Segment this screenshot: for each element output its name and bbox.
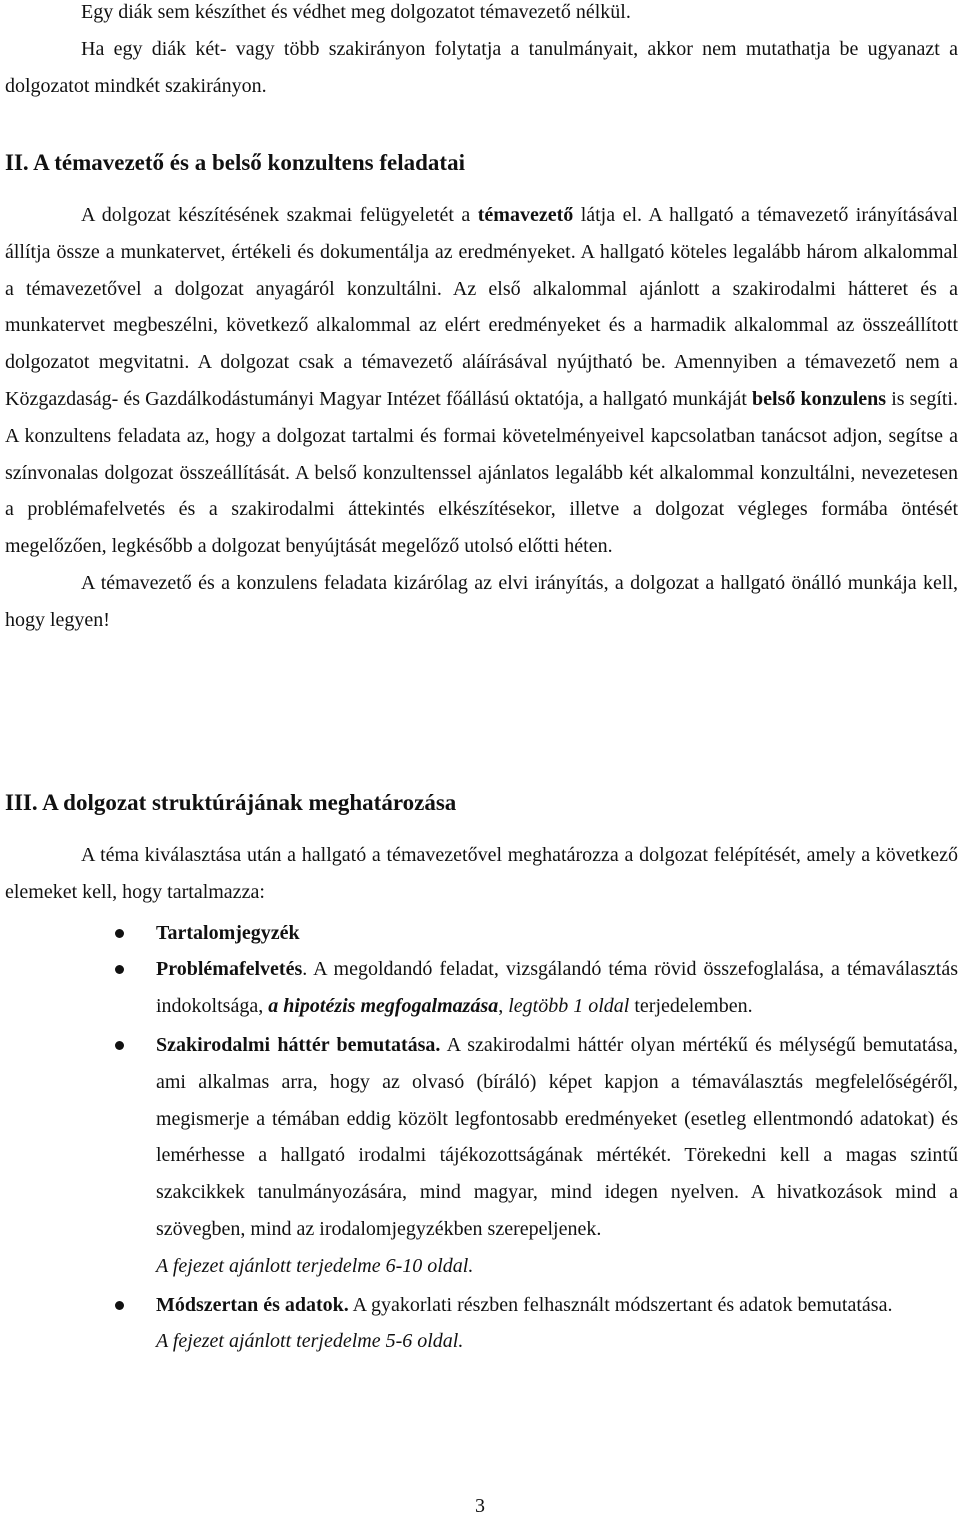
section-3-intro: A téma kiválasztása után a hallgató a témavezetővel meghatározza a dolgozat felépítését, amely a következő elemeket kell, hogy tartalmazza:	[5, 844, 958, 903]
structure-list	[5, 915, 958, 1361]
section-3-heading: III. A dolgozat struktúrájának meghatározása	[5, 790, 457, 815]
text-run: terjedelemben.	[629, 995, 753, 1018]
section-3	[5, 785, 958, 1360]
list-item-note: A fejezet ajánlott terjedelme 6-10 oldal.	[156, 1254, 474, 1277]
list-item	[5, 915, 958, 952]
list-item	[5, 1287, 958, 1361]
bullet-icon	[115, 929, 124, 938]
text-run: látja el. A hallgató a témavezető irányításával állítja össze a munkatervet, értékeli és dokumentálja az eredményeket. A hallgató köteles legalább három alkalommal a témavezetővel a dolgozat anyagáról konzultálni. Az első alkalommal ajánlott a szakirodalmi hátteret és a munkatervet megbeszélni, következő alkalommal az elért eredményeket és a harmadik alkalommal az összeállított dolgozatot megvitatni. A dolgozat csak a témavezető aláírásával nyújtható be. Amennyiben a témavezető nem a Közgazdaság- és Gazdálkodástumányi Magyar Intézet főállású oktatója, a hallgató munkáját	[5, 204, 958, 410]
section-2-heading: II. A témavezető és a belső konzultens feladatai	[5, 150, 465, 175]
section-2-paragraph-1	[5, 197, 958, 565]
list-item-body	[156, 951, 958, 1025]
section-2	[5, 145, 958, 639]
emphasis-hypothesis: a hipotézis megfogalmazása	[268, 995, 499, 1018]
intro-paragraph-1: Egy diák sem készíthet és védhet meg dolgozatot témavezető nélkül.	[81, 1, 631, 23]
text-run: is segíti. A konzultens feladata az, hogy a dolgozat tartalmi és formai követelményeivel kapcsolatban tanácsot adjon, segítse a színvonalas dolgozat összeállítását. A belső konzultenssel ajánlatos legalább két alkalommal konzultálni, nevezetesen a problémafelvetés és a szakirodalmi áttekintés elkészítésekor, illetve a dolgozat végleges formába öntését megelőzően, legkésőbb a dolgozat benyújtását megelőző utolsó előtti héten.	[5, 387, 958, 558]
list-item-title: Szakirodalmi háttér bemutatása.	[156, 1033, 441, 1056]
list-item-body	[156, 1287, 958, 1324]
page-number: 3	[475, 1495, 485, 1517]
bold-term-temavezeto: témavezető	[477, 204, 574, 226]
text-run: ,	[498, 995, 509, 1018]
intro-block	[5, 0, 958, 104]
text-run: A szakirodalmi háttér olyan mértékű és mélységű bemutatása, ami alkalmas arra, hogy az olvasó (bíráló) képet kapjon a témaválasztás megfelelőségéről, megismerje a témában eddig közölt legfontosabb eredményeket (esetleg ellentmondó adatokat) és lemérhesse a hallgató irodalmi tájékozottságának mértékét. Törekedni kell a magas szintű szakcikkek tanulmányozására, mind magyar, mind idegen nyelven. A hivatkozások mind a szövegben, mind az irodalomjegyzékben szerepeljenek.	[156, 1033, 958, 1240]
text-run: . A megoldandó feladat, vizsgálandó téma rövid összefoglalása, a témaválasztás indokoltsága,	[156, 958, 958, 1018]
bullet-icon	[115, 1301, 124, 1310]
bullet-icon	[115, 1041, 124, 1050]
italic-length: legtöbb 1 oldal	[508, 995, 630, 1018]
bold-term-belso-konzulens: belső konzulens	[752, 387, 887, 410]
intro-paragraph-2: Ha egy diák két- vagy több szakirányon folytatja a tanulmányait, akkor nem mutathatja be ugyanazt a dolgozatot mindkét szakirányon.	[5, 37, 958, 97]
text-run: A gyakorlati részben felhasznált módszertant és adatok bemutatása.	[348, 1293, 893, 1316]
list-item-title: Módszertan és adatok.	[156, 1293, 349, 1316]
list-item-body	[156, 1027, 958, 1248]
list-item	[5, 951, 958, 1025]
text-run: A dolgozat készítésének szakmai felügyeletét a	[81, 204, 478, 226]
bullet-icon	[115, 965, 124, 974]
list-item-title: Tartalomjegyzék	[156, 921, 300, 944]
list-item	[5, 1027, 958, 1285]
section-2-paragraph-2: A témavezető és a konzulens feladata kizárólag az elvi irányítás, a dolgozat a hallgató önálló munkája kell, hogy legyen!	[5, 571, 958, 631]
list-item-title: Problémafelvetés	[156, 958, 303, 981]
list-item-note: A fejezet ajánlott terjedelme 5-6 oldal.	[156, 1330, 464, 1353]
